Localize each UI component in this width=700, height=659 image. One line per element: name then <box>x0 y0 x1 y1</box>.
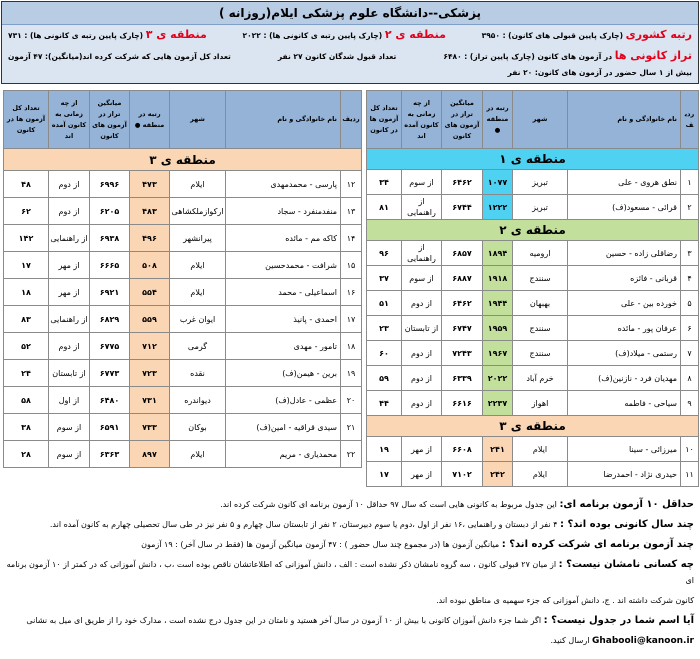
note-years: چند سال کانونی بوده اند؟ : ۴ نفر از دبستان و راهنمایی ،۱۶ نفر از اول ،دوم یا سوم دبیرستان، ۲ نفر از تابستان سال چهارم و ۵ نفر نیز در طی سال تحصیلی چهارم به کانون آمده اند. <box>49 519 694 530</box>
column-header-zone-rank: رتبه در منطقه ● <box>483 91 513 149</box>
table-row <box>4 441 362 468</box>
cell-row-number: ۱۳ <box>341 198 362 225</box>
cell-zone-rank: ۱۹۵۹ <box>483 316 513 341</box>
table-row <box>367 462 699 487</box>
cell-avg-taraz: ۶۶۱۶ <box>442 391 483 416</box>
table-row <box>4 171 362 198</box>
cell-name: عرفان پور - مائده <box>568 316 681 341</box>
accepted-stat: تعداد قبول شدگان کانون ۲۷ نفر <box>277 52 397 61</box>
cell-zone-rank: ۵۵۴ <box>130 279 170 306</box>
cell-city: سنندج <box>513 341 568 366</box>
cell-joined-since: از دوم <box>49 171 90 198</box>
table-row <box>367 170 699 195</box>
header-row <box>367 91 699 149</box>
cell-joined-since: از دوم <box>49 198 90 225</box>
cell-row-number: ۱۰ <box>681 437 699 462</box>
cell-avg-taraz: ۶۷۴۴ <box>442 195 483 220</box>
table-row <box>367 341 699 366</box>
note-email: Ghabooli@kanoon.ir ارسال کنید. <box>550 636 694 646</box>
column-header-city: شهر <box>513 91 568 149</box>
zone-label: منطقه ی ۲ <box>367 220 699 241</box>
zone-band <box>4 149 362 171</box>
cell-avg-taraz: ۶۸۸۷ <box>442 266 483 291</box>
table-row <box>367 291 699 316</box>
cell-name: شرافت - محمدحسین <box>226 252 341 279</box>
table-row <box>367 266 699 291</box>
cell-avg-taraz: ۶۶۶۵ <box>90 252 130 279</box>
zone-label: منطقه ی ۳ <box>4 149 362 171</box>
email-link[interactable]: Ghabooli@kanoon.ir <box>591 636 694 646</box>
cell-total-exams: ۳۴ <box>367 170 402 195</box>
cell-name: سیدی قراقیه - امین(ف) <box>226 414 341 441</box>
cell-joined-since: از مهر <box>49 279 90 306</box>
cell-row-number: ۱ <box>681 170 699 195</box>
cell-joined-since: از مهر <box>49 252 90 279</box>
over-one-year-stat: بیش از ۱ سال حضور در آزمون های کانون: ۲۰ نفر <box>507 68 692 77</box>
cell-total-exams: ۲۳ <box>367 316 402 341</box>
zone-band <box>367 416 699 437</box>
cell-total-exams: ۱۷ <box>4 252 49 279</box>
cell-name: کاکه مم - مائده <box>226 225 341 252</box>
cell-zone-rank: ۷۳۱ <box>130 387 170 414</box>
cell-joined-since: از راهنمایی <box>49 306 90 333</box>
cell-total-exams: ۴۸ <box>4 171 49 198</box>
cell-total-exams: ۵۹ <box>367 366 402 391</box>
cell-joined-since: از اول <box>49 387 90 414</box>
cell-total-exams: ۴۴ <box>367 391 402 416</box>
cell-name: سیاحی - فاطمه <box>568 391 681 416</box>
cell-zone-rank: ۱۹۱۸ <box>483 266 513 291</box>
note-exam-count: چند آزمون برنامه ای شرکت کرده اند؟ : میانگین آزمون ها (در مجموع چند سال حضور ) : ۴۷ آزمون میانگین آزمون ها (فقط در سال آخر) : ۱۹ آزمون <box>141 539 694 550</box>
cell-city: ایلام <box>170 279 226 306</box>
cell-city: ایلام <box>170 252 226 279</box>
column-header-zone-rank: رتبه در منطقه ● <box>130 91 170 149</box>
cell-joined-since: از دوم <box>402 291 442 316</box>
cell-zone-rank: ۲۰۲۲ <box>483 366 513 391</box>
table-row <box>4 198 362 225</box>
zone-band <box>367 149 699 170</box>
cell-city: تبریز <box>513 170 568 195</box>
cell-zone-rank: ۲۴۲ <box>483 462 513 487</box>
note-not-listed: آیا اسم شما در جدول نیست؟ : اگر شما جزء دانش آموزان کانونی با بیش از ۱۰ آزمون در سال آخر هستید و نامتان در این جدول درج نشده است ، مدارک خود را از طریق ای میل به نشانی <box>26 615 694 626</box>
note-missing-cont: کانون شرکت داشته اند . ج، دانش آموزانی که جزء سهمیه ی مناطق نبوده اند. <box>436 596 694 605</box>
cell-avg-taraz: ۶۲۰۵ <box>90 198 130 225</box>
cell-zone-rank: ۲۴۱ <box>483 437 513 462</box>
national-rank-stat: رتبه کشوری (چارک پایین قبولی های کانون) : ۳۹۵۰ <box>481 28 692 41</box>
cell-joined-since: از مهر <box>402 437 442 462</box>
cell-city: بوکان <box>170 414 226 441</box>
cell-name: منفدمنفرد - سجاد <box>226 198 341 225</box>
column-header-joined-since: از چه زمانی به کانون آمده اند <box>402 91 442 149</box>
zone-label: منطقه ی ۱ <box>367 149 699 170</box>
cell-row-number: ۱۴ <box>341 225 362 252</box>
cell-joined-since: از دوم <box>402 366 442 391</box>
cell-row-number: ۱۶ <box>341 279 362 306</box>
column-header-row-number: ردیف <box>341 91 362 149</box>
cell-city: ارومیه <box>513 241 568 266</box>
cell-zone-rank: ۱۹۶۷ <box>483 341 513 366</box>
cell-total-exams: ۱۸ <box>4 279 49 306</box>
cell-joined-since: از سوم <box>49 414 90 441</box>
cell-avg-taraz: ۶۶۰۸ <box>442 437 483 462</box>
cell-zone-rank: ۱۹۴۴ <box>483 291 513 316</box>
cell-avg-taraz: ۶۳۳۹ <box>442 366 483 391</box>
table-row <box>367 437 699 462</box>
cell-avg-taraz: ۶۹۹۶ <box>90 171 130 198</box>
cell-row-number: ۶ <box>681 316 699 341</box>
cell-row-number: ۱۹ <box>341 360 362 387</box>
cell-joined-since: از تابستان <box>402 316 442 341</box>
cell-joined-since: از مهر <box>402 462 442 487</box>
cell-avg-taraz: ۶۹۲۱ <box>90 279 130 306</box>
table-row <box>367 366 699 391</box>
column-header-joined-since: از چه زمانی به کانون آمده اند <box>49 91 90 149</box>
cell-avg-taraz: ۶۴۶۲ <box>442 291 483 316</box>
cell-row-number: ۱۲ <box>341 171 362 198</box>
cell-row-number: ۳ <box>681 241 699 266</box>
cell-row-number: ۲۱ <box>341 414 362 441</box>
cell-name: میرزائی - سینا <box>568 437 681 462</box>
cell-zone-rank: ۸۹۷ <box>130 441 170 468</box>
cell-avg-taraz: ۶۹۳۸ <box>90 225 130 252</box>
cell-name: نطق هروی - علی <box>568 170 681 195</box>
table-row <box>367 195 699 220</box>
cell-total-exams: ۸۱ <box>367 195 402 220</box>
cell-total-exams: ۹۶ <box>367 241 402 266</box>
cell-row-number: ۲ <box>681 195 699 220</box>
cell-zone-rank: ۴۹۶ <box>130 225 170 252</box>
cell-total-exams: ۶۲ <box>4 198 49 225</box>
cell-row-number: ۴ <box>681 266 699 291</box>
table-row <box>4 414 362 441</box>
cell-zone-rank: ۷۱۲ <box>130 333 170 360</box>
cell-name: مهدیان فرد - نازنین(ف) <box>568 366 681 391</box>
cell-total-exams: ۵۸ <box>4 387 49 414</box>
cell-avg-taraz: ۶۸۵۷ <box>442 241 483 266</box>
cell-zone-rank: ۵۰۸ <box>130 252 170 279</box>
cell-avg-taraz: ۶۷۷۵ <box>90 333 130 360</box>
cell-city: سنندج <box>513 316 568 341</box>
column-header-total-exams: تعداد کل آزمون ها در کانون <box>367 91 402 149</box>
cell-total-exams: ۵۱ <box>367 291 402 316</box>
cell-name: حیدری نژاد - احمدرضا <box>568 462 681 487</box>
column-header-name: نام خانوادگی و نام <box>226 91 341 149</box>
cell-total-exams: ۸۳ <box>4 306 49 333</box>
cell-joined-since: از تابستان <box>49 360 90 387</box>
header-stats-row-1 <box>2 25 698 46</box>
table-row <box>367 391 699 416</box>
cell-zone-rank: ۱۲۲۲ <box>483 195 513 220</box>
cell-avg-taraz: ۶۴۶۲ <box>442 170 483 195</box>
note-missing: چه کسانی نامشان نیست؟ : از میان ۲۷ قبولی کانون ، سه گروه نامشان ذکر نشده است : الف ، دانش آموزانی که اطلاعاتشان ناقص بوده است ،ب ، دانش آموزانی که در کمتر از ۱۰ آزمون برنامه ای <box>6 559 694 585</box>
cell-avg-taraz: ۶۷۴۷ <box>442 316 483 341</box>
column-header-avg-taraz: میانگین تراز در آزمون های کانون <box>442 91 483 149</box>
column-header-row-number: ردیف <box>681 91 699 149</box>
cell-avg-taraz: ۶۵۹۱ <box>90 414 130 441</box>
zone3-stat: منطقه ی ۳ (چارک پایین رتبه ی کانونی ها) : ۷۳۱ <box>8 28 207 41</box>
zone-band <box>367 220 699 241</box>
table-row <box>4 252 362 279</box>
cell-city: ایلام <box>513 462 568 487</box>
cell-row-number: ۲۰ <box>341 387 362 414</box>
cell-zone-rank: ۱۰۷۷ <box>483 170 513 195</box>
cell-row-number: ۹ <box>681 391 699 416</box>
table-row <box>4 333 362 360</box>
table-row <box>4 387 362 414</box>
cell-joined-since: از دوم <box>49 333 90 360</box>
column-header-city: شهر <box>170 91 226 149</box>
table-row <box>367 316 699 341</box>
cell-row-number: ۱۱ <box>681 462 699 487</box>
cell-row-number: ۱۸ <box>341 333 362 360</box>
cell-row-number: ۷ <box>681 341 699 366</box>
cell-total-exams: ۲۸ <box>4 441 49 468</box>
column-header-name: نام خانوادگی و نام <box>568 91 681 149</box>
cell-row-number: ۱۷ <box>341 306 362 333</box>
cell-row-number: ۸ <box>681 366 699 391</box>
zone2-stat: منطقه ی ۲ (چارک پایین رتبه ی کانونی ها) : ۲۰۲۲ <box>242 28 446 41</box>
cell-city: خرم آباد <box>513 366 568 391</box>
cell-avg-taraz: ۷۲۴۳ <box>442 341 483 366</box>
cell-total-exams: ۱۹ <box>367 437 402 462</box>
cell-joined-since: از سوم <box>402 170 442 195</box>
cell-city: ایلام <box>170 171 226 198</box>
cell-name: خورده بین - علی <box>568 291 681 316</box>
cell-joined-since: از راهنمایی <box>402 241 442 266</box>
cell-joined-since: از سوم <box>402 266 442 291</box>
table-row <box>4 225 362 252</box>
cell-name: رضاقلی زاده - حسین <box>568 241 681 266</box>
avg-exams-stat: تعداد کل آزمون هایی که شرکت کرده اند(میانگین): ۴۷ آزمون <box>8 52 231 61</box>
cell-city: نقده <box>170 360 226 387</box>
cell-zone-rank: ۱۸۹۴ <box>483 241 513 266</box>
cell-avg-taraz: ۶۸۲۹ <box>90 306 130 333</box>
cell-total-exams: ۶۰ <box>367 341 402 366</box>
cell-name: قرائی - مسعود(ف) <box>568 195 681 220</box>
table-row <box>4 279 362 306</box>
cell-zone-rank: ۲۲۳۷ <box>483 391 513 416</box>
column-header-total-exams: تعداد کل آزمون ها در کانون <box>4 91 49 149</box>
cell-zone-rank: ۴۸۳ <box>130 198 170 225</box>
cell-total-exams: ۳۷ <box>367 266 402 291</box>
tables-area <box>1 90 699 487</box>
cell-row-number: ۱۵ <box>341 252 362 279</box>
cell-name: پارسی - محمدمهدی <box>226 171 341 198</box>
cell-city: ایلام <box>170 441 226 468</box>
cell-city: گرمی <box>170 333 226 360</box>
header-row <box>4 91 362 149</box>
cell-joined-since: از راهنمایی <box>402 195 442 220</box>
note-min-exams: حداقل ۱۰ آزمون برنامه ای: این جدول مربوط به کانونی هایی است که سال ۹۷ حداقل ۱۰ آزمون برنامه ای کانون شرکت کرده اند. <box>220 499 694 510</box>
cell-avg-taraz: ۶۳۶۳ <box>90 441 130 468</box>
cell-zone-rank: ۷۳۳ <box>130 414 170 441</box>
cell-city: ارکوازملکشاهی <box>170 198 226 225</box>
page-title: پزشکی--دانشگاه علوم پزشکی ایلام(روزانه ) <box>2 2 698 25</box>
cell-city: ایوان غرب <box>170 306 226 333</box>
cell-name: برین - هیمن(ف) <box>226 360 341 387</box>
results-table-right <box>366 90 699 487</box>
summary-header <box>1 1 699 84</box>
cell-name: رستمی - میلاد(ف) <box>568 341 681 366</box>
cell-avg-taraz: ۶۷۷۳ <box>90 360 130 387</box>
cell-name: محمدیاری - مریم <box>226 441 341 468</box>
cell-city: اهواز <box>513 391 568 416</box>
cell-city: ایلام <box>513 437 568 462</box>
cell-total-exams: ۱۴۲ <box>4 225 49 252</box>
cell-name: اسماعیلی - محمد <box>226 279 341 306</box>
cell-joined-since: از دوم <box>402 391 442 416</box>
cell-zone-rank: ۴۷۳ <box>130 171 170 198</box>
cell-row-number: ۵ <box>681 291 699 316</box>
table-row <box>4 306 362 333</box>
table-row <box>367 241 699 266</box>
cell-city: دیواندره <box>170 387 226 414</box>
notes-section <box>6 497 694 649</box>
table-row <box>4 360 362 387</box>
cell-total-exams: ۲۴ <box>4 360 49 387</box>
cell-name: تامور - مهدی <box>226 333 341 360</box>
cell-city: پیرانشهر <box>170 225 226 252</box>
cell-joined-since: از سوم <box>49 441 90 468</box>
cell-zone-rank: ۷۲۳ <box>130 360 170 387</box>
taraz-stat: تراز کانونی ها در آزمون های کانون (چارک پایین تراز) : ۶۴۸۰ <box>443 49 692 62</box>
cell-city: بهبهان <box>513 291 568 316</box>
cell-avg-taraz: ۷۱۰۲ <box>442 462 483 487</box>
cell-joined-since: از دوم <box>402 341 442 366</box>
cell-row-number: ۲۲ <box>341 441 362 468</box>
header-stats-row-2 <box>2 46 698 83</box>
column-header-avg-taraz: میانگین تراز در آزمون های کانون <box>90 91 130 149</box>
cell-name: احمدی - پانیذ <box>226 306 341 333</box>
cell-name: عظمی - عادل(ف) <box>226 387 341 414</box>
cell-avg-taraz: ۶۴۸۰ <box>90 387 130 414</box>
zone-label: منطقه ی ۳ <box>367 416 699 437</box>
cell-city: تبریز <box>513 195 568 220</box>
cell-total-exams: ۱۷ <box>367 462 402 487</box>
cell-joined-since: از راهنمایی <box>49 225 90 252</box>
cell-total-exams: ۳۸ <box>4 414 49 441</box>
cell-name: قربانی - فائزه <box>568 266 681 291</box>
results-table-left <box>3 90 362 468</box>
cell-total-exams: ۵۲ <box>4 333 49 360</box>
cell-city: سنندج <box>513 266 568 291</box>
cell-zone-rank: ۵۵۹ <box>130 306 170 333</box>
